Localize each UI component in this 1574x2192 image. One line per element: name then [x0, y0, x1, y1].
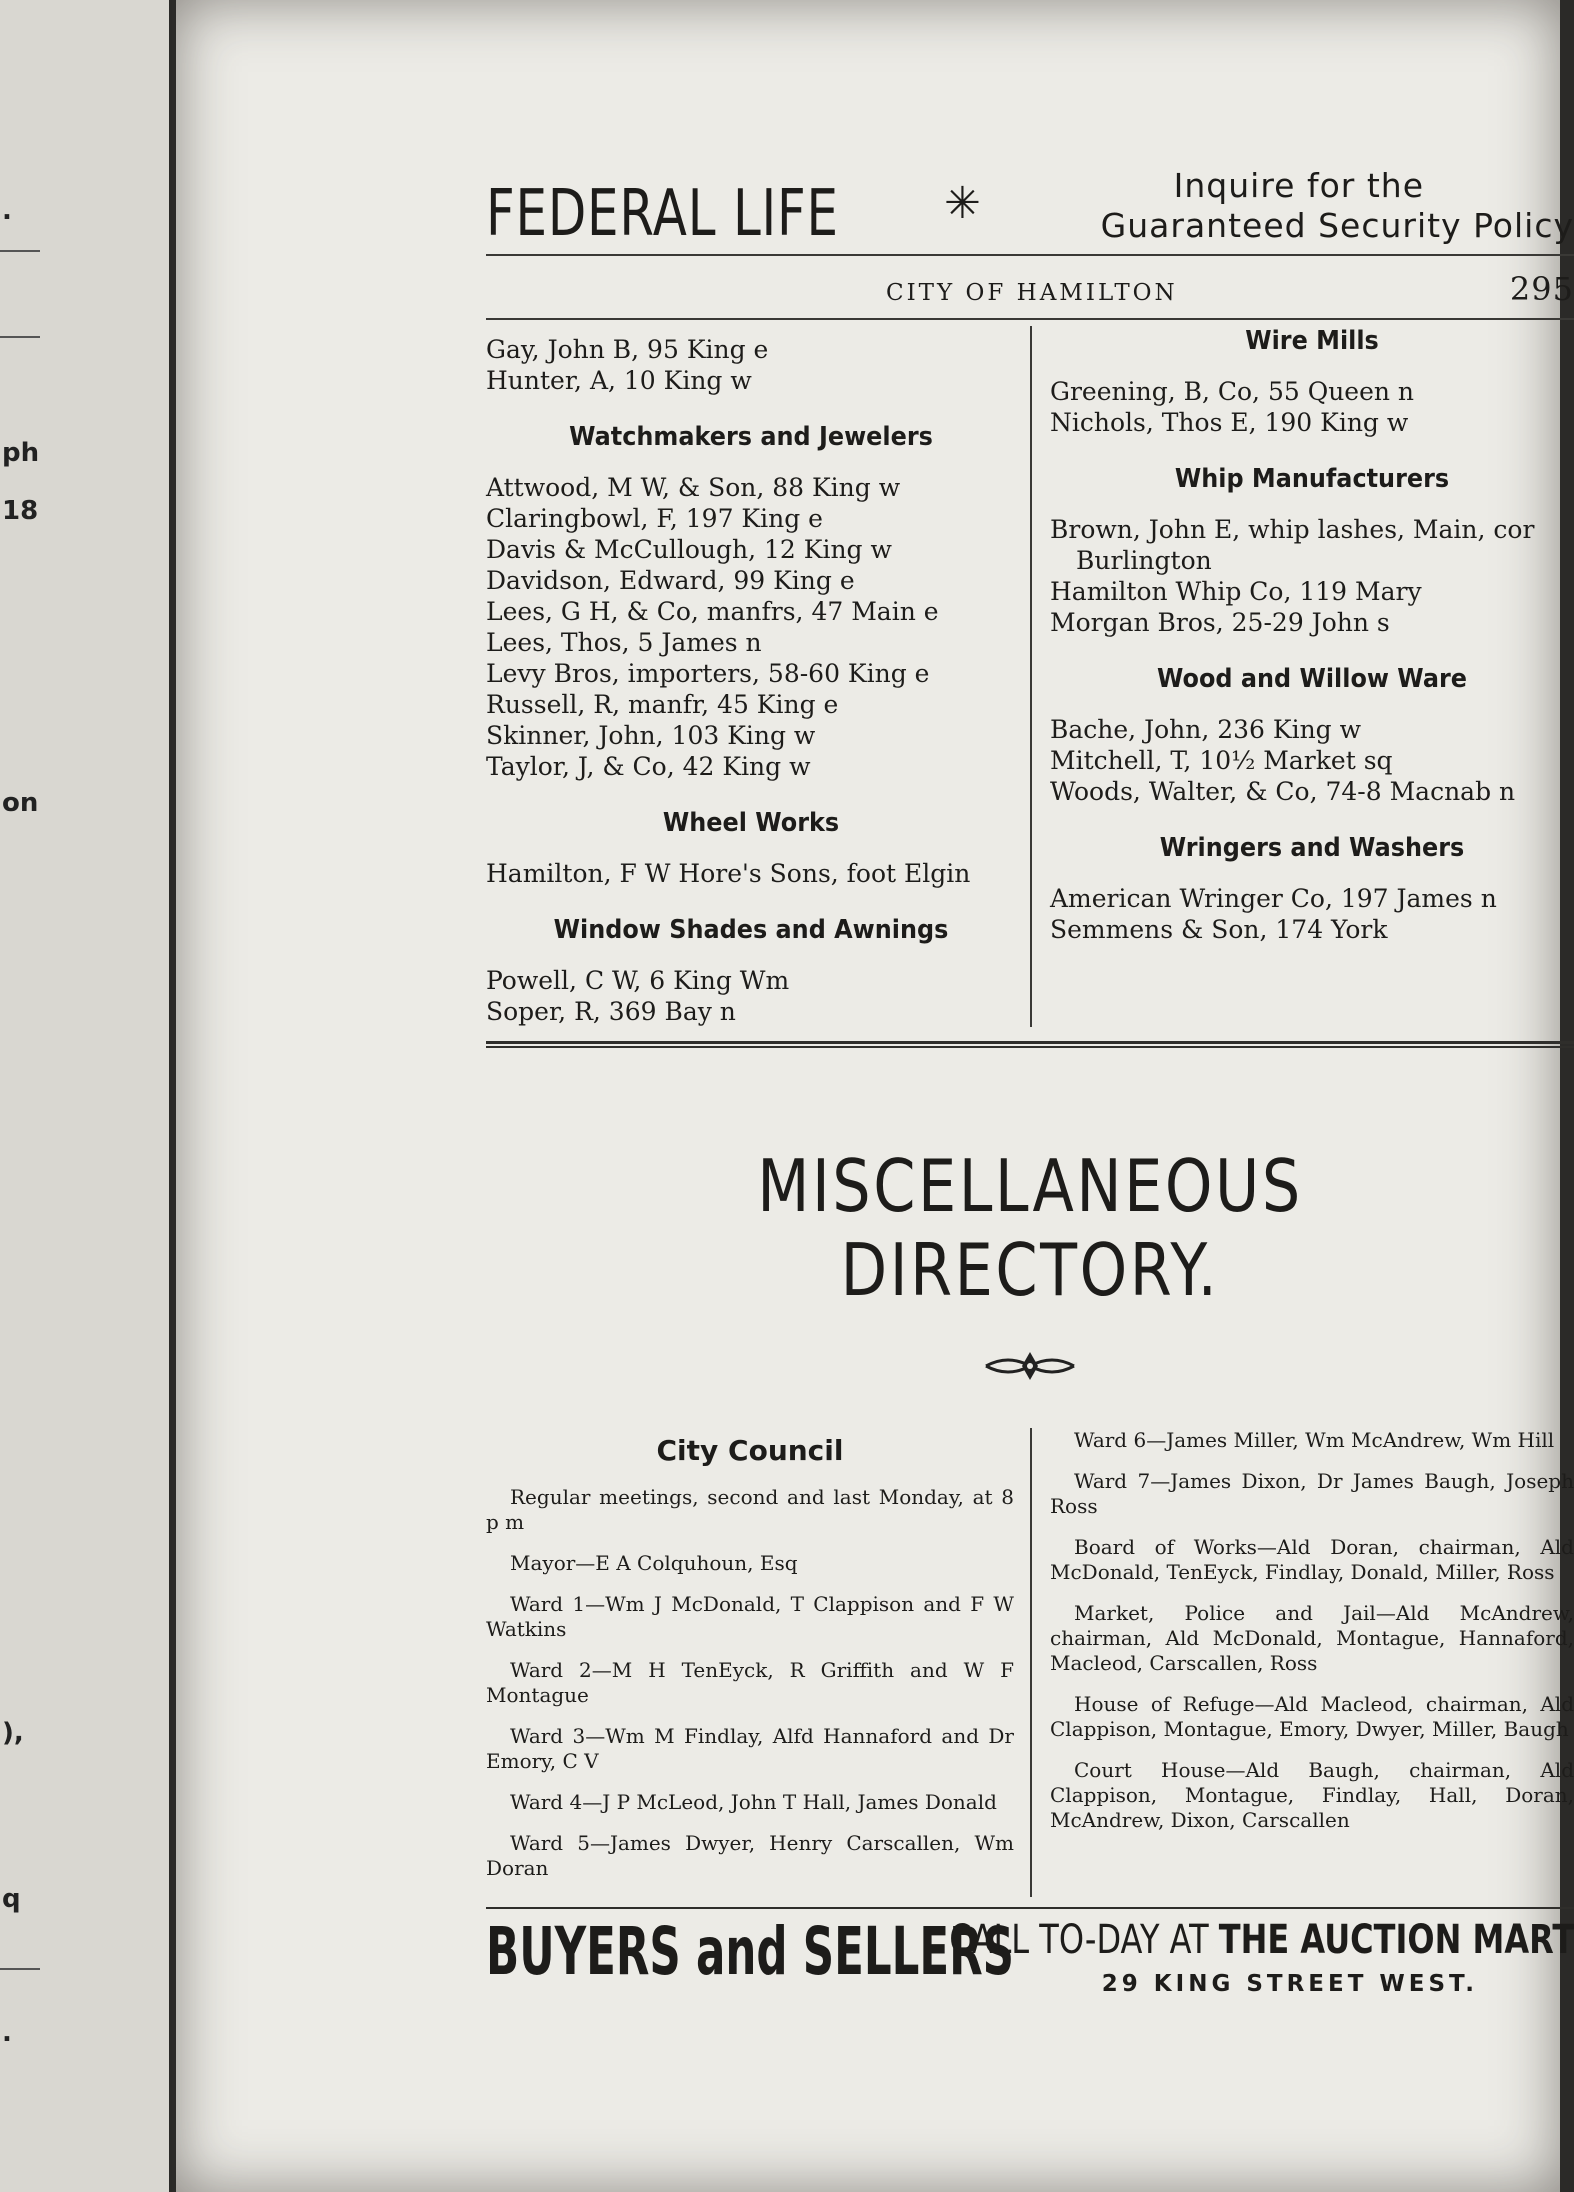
listing-entry: Attwood, M W, & Son, 88 King w [486, 473, 901, 502]
running-head-rule [486, 318, 1574, 320]
category-heading: Wheel Works [662, 808, 840, 838]
facing-page-rule [0, 1968, 40, 1970]
city-council-section [486, 1428, 1574, 1897]
listing-entry: Semmens & Son, 174 York [1050, 915, 1388, 944]
category-heading: Window Shades and Awnings [553, 915, 949, 945]
section-title: MISCELLANEOUS DIRECTORY. [757, 1144, 1303, 1312]
left-column [486, 326, 1030, 1027]
brand-name: FEDERAL LIFE [486, 177, 839, 251]
council-paragraph: House of Refuge—Ald Macleod, chairman, Ald Clappison, Montague, Emory, Dwyer, Miller, Baugh [1050, 1692, 1574, 1741]
council-paragraph: Ward 2—M H TenEyck, R Griffith and W F Montague [486, 1658, 1014, 1707]
tagline-line-2: Guaranteed Security Policy [1100, 206, 1574, 245]
listing-entry: Lees, G H, & Co, manfrs, 47 Main e [486, 597, 939, 626]
council-right-column [1030, 1428, 1574, 1897]
council-paragraph: Ward 7—James Dixon, Dr James Baugh, Joseph Ross [1050, 1469, 1574, 1518]
page-content [486, 150, 1574, 2007]
auction-mart-name: THE AUCTION MART [1218, 1917, 1574, 1963]
auction-mart-address: 29 KING STREET WEST. [1101, 1971, 1478, 1997]
facing-page-fragment: on [2, 788, 39, 818]
council-heading: City Council [656, 1434, 844, 1467]
facing-page-fragment: . [2, 196, 12, 226]
council-paragraph: Ward 4—J P McLeod, John T Hall, James Donald [510, 1790, 997, 1814]
ad-tagline [1101, 166, 1574, 246]
header-advertisement [486, 150, 1574, 251]
auction-mart-call [949, 1917, 1574, 1963]
council-paragraph: Ward 3—Wm M Findlay, Alfd Hannaford and Dr Emory, C V [486, 1724, 1014, 1773]
council-paragraph: Regular meetings, second and last Monday, at 8 p m [486, 1485, 1014, 1534]
council-left-column [486, 1428, 1030, 1897]
facing-page-fragment: 18 [2, 496, 39, 526]
listing-entry: Bache, John, 236 King w [1050, 715, 1362, 744]
council-paragraph: Ward 1—Wm J McDonald, T Clappison and F W Watkins [486, 1592, 1014, 1641]
category-heading: Wringers and Washers [1159, 833, 1465, 863]
listing-entry: Soper, R, 369 Bay n [486, 997, 736, 1026]
council-paragraph: Ward 6—James Miller, Wm McAndrew, Wm Hill [1074, 1428, 1555, 1452]
facing-page-fragment: ), [2, 1718, 24, 1748]
listing-entry: Nichols, Thos E, 190 King w [1050, 408, 1409, 437]
listing-entry: Gay, John B, 95 King e [486, 335, 769, 364]
facing-page-rule [0, 336, 40, 338]
business-listings [486, 326, 1574, 1027]
page-number: 295 [1509, 270, 1574, 308]
call-prefix: CALL TO-DAY AT [949, 1917, 1209, 1963]
listing-entry: Greening, B, Co, 55 Queen n [1050, 377, 1415, 406]
listing-entry: Hunter, A, 10 King w [486, 366, 752, 395]
listing-entry: American Wringer Co, 197 James n [1050, 884, 1497, 913]
council-paragraph: Ward 5—James Dwyer, Henry Carscallen, Wm Doran [486, 1831, 1014, 1880]
category-heading: Wood and Willow Ware [1156, 664, 1468, 694]
listing-entry: Davidson, Edward, 99 King e [486, 566, 855, 595]
category-heading: Watchmakers and Jewelers [569, 422, 933, 452]
city-name: CITY OF HAMILTON [886, 280, 1178, 306]
listing-entry: Lees, Thos, 5 James n [486, 628, 762, 657]
listing-entry: Hamilton, F W Hore's Sons, foot Elgin [486, 859, 971, 888]
facing-page-fragment: . [2, 2018, 12, 2048]
buyers-sellers-text: BUYERS and SELLERS [486, 1913, 1015, 1990]
council-paragraph: Court House—Ald Baugh, chairman, Ald Clappison, Montague, Findlay, Hall, Doran, McAndrew, Dixon, Carscallen [1050, 1758, 1574, 1832]
running-head [486, 256, 1574, 318]
asterisk-ornament-icon: ✳ [944, 178, 981, 229]
directory-page [176, 0, 1574, 2192]
facing-page-fragment: q [2, 1884, 21, 1914]
facing-page-edge [0, 0, 172, 2192]
listing-entry: Davis & McCullough, 12 King w [486, 535, 892, 564]
listing-entry: Claringbowl, F, 197 King e [486, 504, 823, 533]
listing-entry: Burlington [1076, 546, 1212, 575]
listing-entry: Powell, C W, 6 King Wm [486, 966, 790, 995]
listing-entry: Brown, John E, whip lashes, Main, cor [1050, 515, 1535, 544]
category-heading: Wire Mills [1245, 326, 1379, 356]
listing-entry: Levy Bros, importers, 58-60 King e [486, 659, 930, 688]
listing-entry: Morgan Bros, 25-29 John s [1050, 608, 1390, 637]
council-paragraph: Mayor—E A Colquhoun, Esq [510, 1551, 798, 1575]
diamond-ornament-icon [984, 1348, 1076, 1384]
listing-entry: Russell, R, manfr, 45 King e [486, 690, 839, 719]
footer-advertisement [486, 1907, 1574, 2007]
facing-page-fragment: ph [2, 438, 40, 468]
section-divider [486, 1041, 1574, 1048]
tagline-line-1: Inquire for the [1173, 166, 1424, 205]
listing-entry: Skinner, John, 103 King w [486, 721, 816, 750]
council-paragraph: Market, Police and Jail—Ald McAndrew, chairman, Ald McDonald, Montague, Hannaford, Macleod, Carscallen, Ross [1050, 1601, 1574, 1675]
council-paragraph: Board of Works—Ald Doran, chairman, Ald McDonald, TenEyck, Findlay, Donald, Miller, Ross [1050, 1535, 1574, 1584]
listing-entry: Hamilton Whip Co, 119 Mary [1050, 577, 1422, 606]
right-column [1030, 326, 1574, 1027]
listing-entry: Mitchell, T, 10½ Market sq [1050, 746, 1393, 775]
category-heading: Whip Manufacturers [1174, 464, 1450, 494]
listing-entry: Woods, Walter, & Co, 74-8 Macnab n [1050, 777, 1516, 806]
facing-page-rule [0, 250, 40, 252]
listing-entry: Taylor, J, & Co, 42 King w [486, 752, 811, 781]
